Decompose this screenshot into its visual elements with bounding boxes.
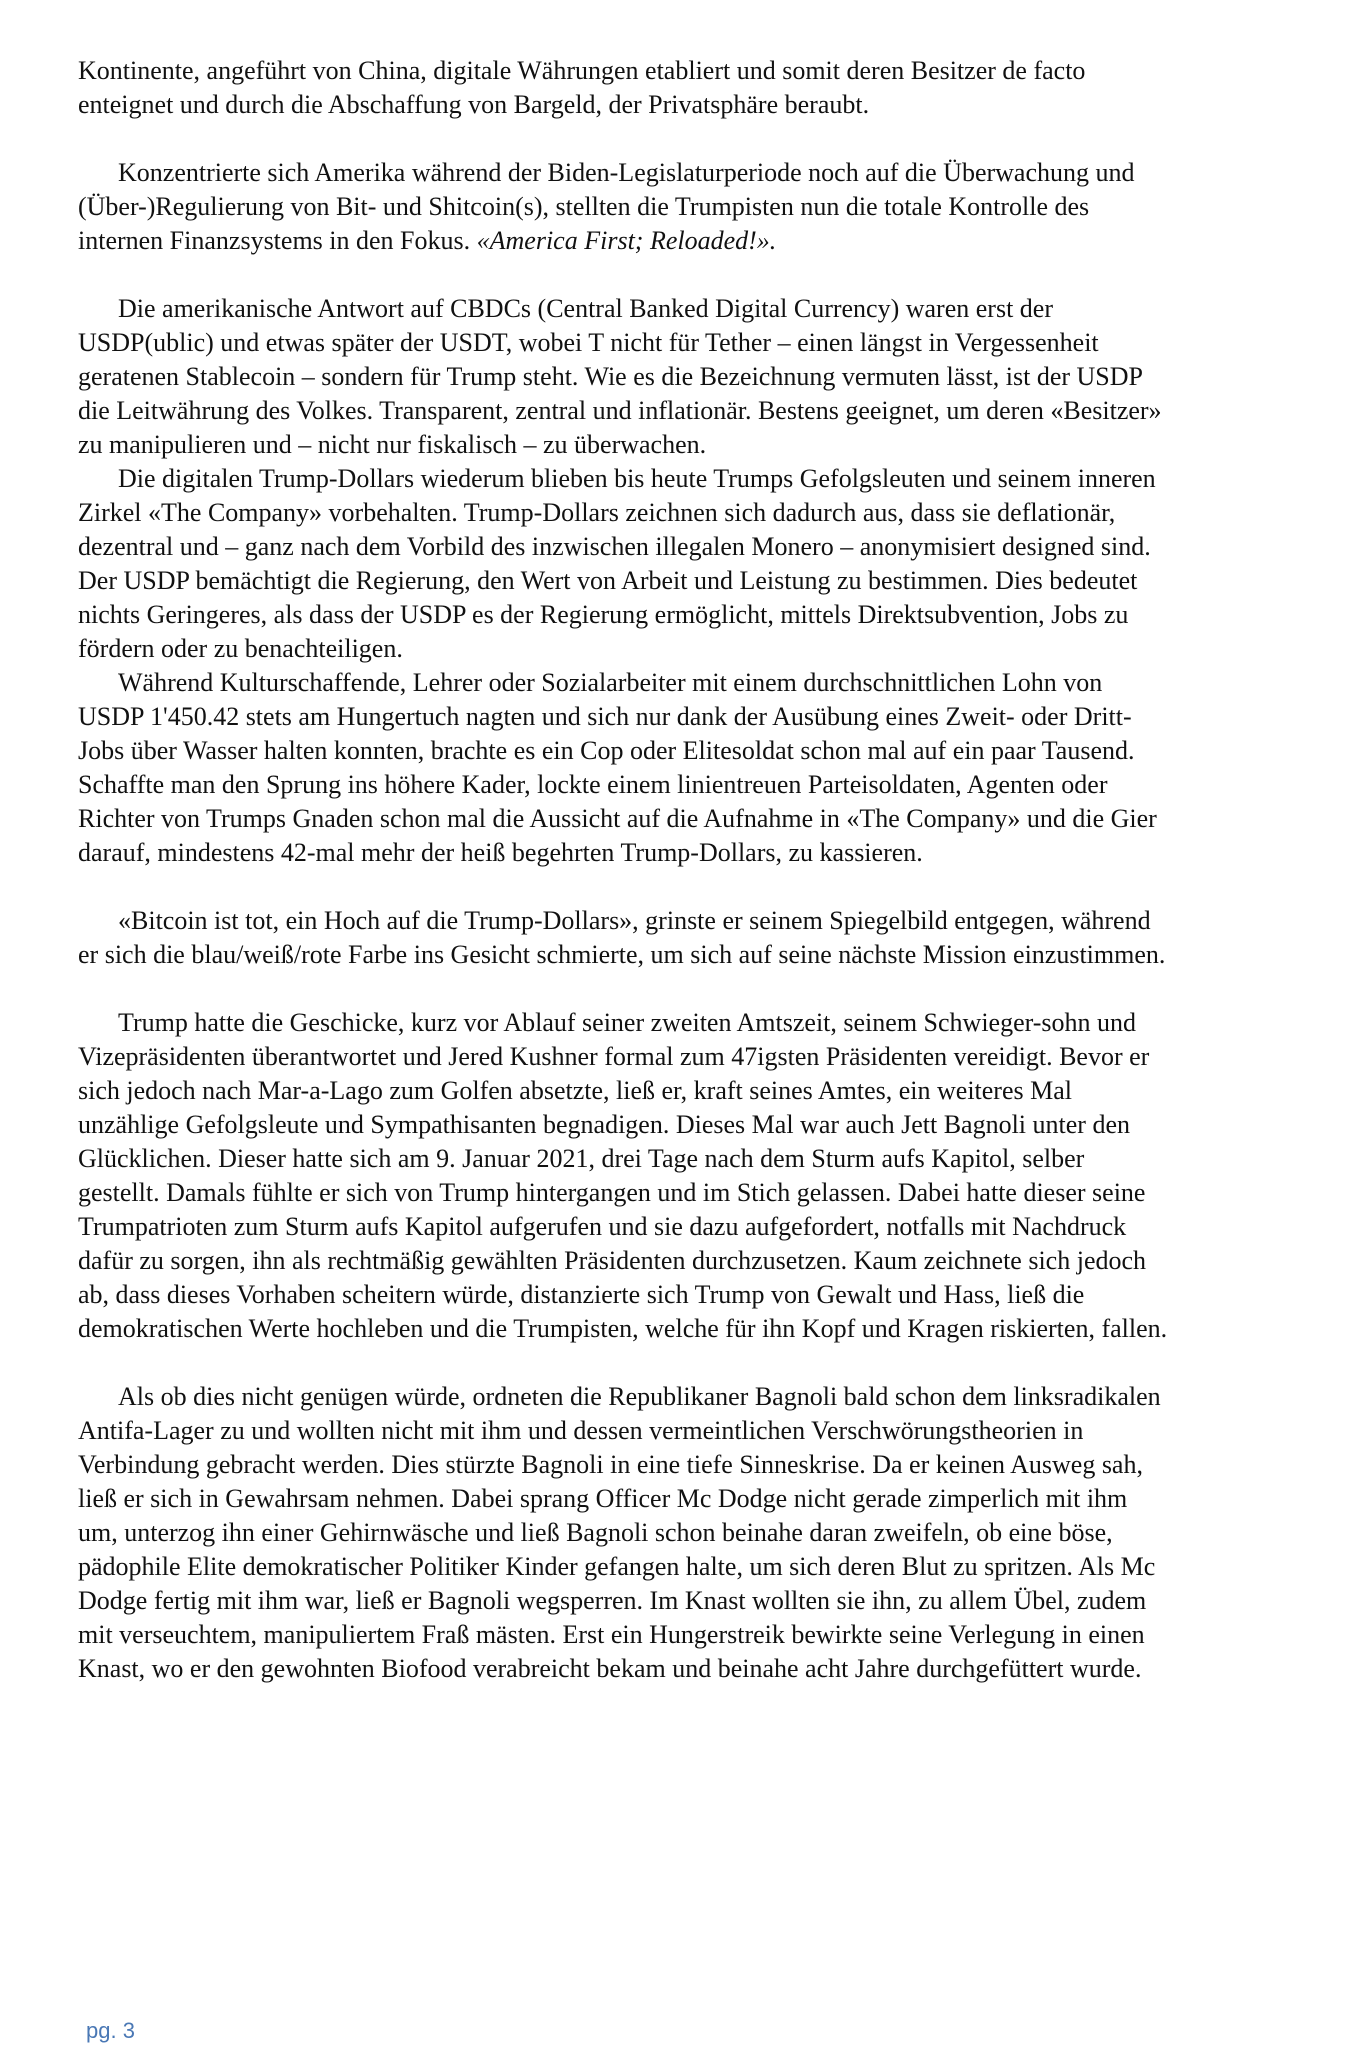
paragraph-3	[78, 292, 1172, 462]
paragraph-6	[78, 904, 1172, 972]
paragraph-2	[78, 156, 1172, 258]
paragraph-5-text: Während Kulturschaffende, Lehrer oder Sozialarbeiter mit einem durchschnittlichen Lohn von USDP 1'450.42 stets am Hungertuch nagten und sich nur dank der Ausübung eines Zweit- oder Dritt-Jobs über Wasser halten konnten, brachte es ein Cop oder Elitesoldat schon mal auf ein paar Tausend. Schaffte man den Sprung ins höhere Kader, lockte einem linientreuen Parteisoldaten, Agenten oder Richter von Trumps Gnaden schon mal die Aussicht auf die Aufnahme in «The Company» und die Gier darauf, mindestens 42-mal mehr der heiß begehrten Trump-Dollars, zu kassieren.	[78, 668, 1157, 867]
paragraph-2-emphasis: «America First; Reloaded!».	[476, 226, 777, 255]
paragraph-6-text: «Bitcoin ist tot, ein Hoch auf die Trump-Dollars», grinste er seinem Spiegelbild entgegen, während er sich die blau/weiß/rote Farbe ins Gesicht schmierte, um sich auf seine nächste Mission einzustimmen.	[78, 906, 1166, 969]
paragraph-8-text: Als ob dies nicht genügen würde, ordneten die Republikaner Bagnoli bald schon dem linksradikalen Antifa-Lager zu und wollten nicht mit ihm und dessen vermeintlichen Verschwörungstheorien in Verbindung gebracht werden. Dies stürzte Bagnoli in eine tiefe Sinneskrise. Da er keinen Ausweg sah, ließ er sich in Gewahrsam nehmen. Dabei sprang Officer Mc Dodge nicht gerade zimperlich mit ihm um, unterzog ihn einer Gehirnwäsche und ließ Bagnoli schon beinahe daran zweifeln, ob eine böse, pädophile Elite demokratischer Politiker Kinder gefangen halte, um sich deren Blut zu spritzen. Als Mc Dodge fertig mit ihm war, ließ er Bagnoli wegsperren. Im Knast wollten sie ihn, zu allem Übel, zudem mit verseuchtem, manipuliertem Fraß mästen. Erst ein Hungerstreik bewirkte seine Verlegung in einen Knast, wo er den gewohnten Biofood verabreicht bekam und beinahe acht Jahre durchgefüttert wurde.	[78, 1382, 1161, 1683]
paragraph-5	[78, 666, 1172, 870]
paragraph-4	[78, 462, 1172, 666]
paragraph-3-text: Die amerikanische Antwort auf CBDCs (Central Banked Digital Currency) waren erst der USDP(ublic) und etwas später der USDT, wobei T nicht für Tether – einen längst in Vergessenheit geratenen Stablecoin – sondern für Trump steht. Wie es die Bezeichnung vermuten lässt, ist der USDP die Leitwährung des Volkes. Transparent, zentral und inflationär. Bestens geeignet, um deren «Besitzer» zu manipulieren und – nicht nur fiskalisch – zu überwachen.	[78, 294, 1162, 459]
paragraph-1-text: Kontinente, angeführt von China, digitale Währungen etabliert und somit deren Besitzer de facto enteignet und durch die Abschaffung von Bargeld, der Privatsphäre beraubt.	[78, 56, 1086, 119]
paragraph-7-text: Trump hatte die Geschicke, kurz vor Ablauf seiner zweiten Amtszeit, seinem Schwieger-sohn und Vizepräsidenten überantwortet und Jered Kushner formal zum 47igsten Präsidenten vereidigt. Bevor er sich jedoch nach Mar-a-Lago zum Golfen absetzte, ließ er, kraft seines Amtes, ein weiteres Mal unzählige Gefolgsleute und Sympathisanten begnadigen. Dieses Mal war auch Jett Bagnoli unter den Glücklichen. Dieser hatte sich am 9. Januar 2021, drei Tage nach dem Sturm aufs Kapitol, selber gestellt. Damals fühlte er sich von Trump hintergangen und im Stich gelassen. Dabei hatte dieser seine Trumpatrioten zum Sturm aufs Kapitol aufgerufen und sie dazu aufgefordert, notfalls mit Nachdruck dafür zu sorgen, ihn als rechtmäßig gewählten Präsidenten durchzusetzen. Kaum zeichnete sich jedoch ab, dass dieses Vorhaben scheitern würde, distanzierte sich Trump von Gewalt und Hass, ließ die demokratischen Werte hochleben und die Trumpisten, welche für ihn Kopf und Kragen riskierten, fallen.	[78, 1008, 1168, 1343]
paragraph-8	[78, 1380, 1172, 1686]
paragraph-4-text: Die digitalen Trump-Dollars wiederum blieben bis heute Trumps Gefolgsleuten und seinem inneren Zirkel «The Company» vorbehalten. Trump-Dollars zeichnen sich dadurch aus, dass sie deflationär, dezentral und – ganz nach dem Vorbild des inzwischen illegalen Monero – anonymisiert designed sind. Der USDP bemächtigt die Regierung, den Wert von Arbeit und Leistung zu bestimmen. Dies bedeutet nichts Geringeres, als dass der USDP es der Regierung ermöglicht, mittels Direktsubvention, Jobs zu fördern oder zu benachteiligen.	[78, 464, 1156, 663]
paragraph-2-text: Konzentrierte sich Amerika während der Biden-Legislaturperiode noch auf die Überwachung und (Über-)Regulierung von Bit- und Shitcoin(s), stellten die Trumpisten nun die totale Kontrolle des internen Finanzsystems in den Fokus.	[78, 158, 1135, 255]
paragraph-7	[78, 1006, 1172, 1346]
page-number: pg. 3	[86, 2018, 135, 2043]
paragraph-1	[78, 54, 1172, 122]
body-text	[78, 54, 1172, 1686]
